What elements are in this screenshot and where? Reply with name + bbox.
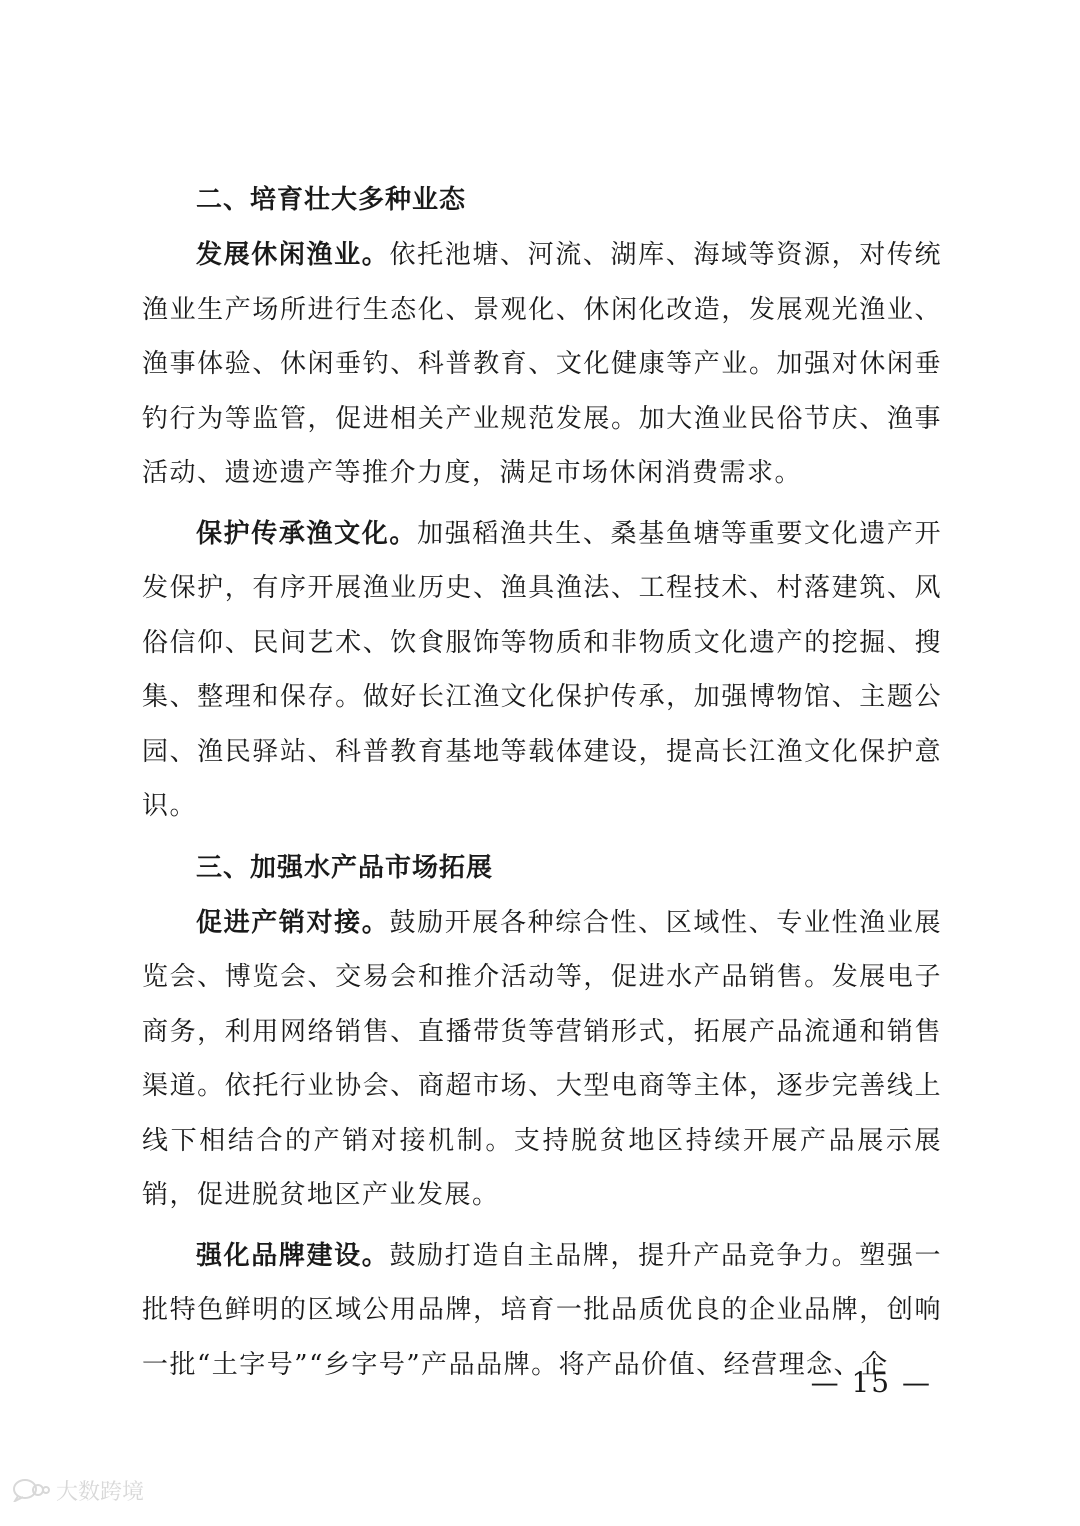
paragraph-text: 依托池塘、河流、湖库、海域等资源，对传统渔业生产场所进行生态化、景观化、休闲化改造，发展观光渔业、渔事体验、休闲垂钓、科普教育、文化健康等产业。加强对休闲垂钓行为等监管，促进相关产业规范发展。加大渔业民俗节庆、渔事活动、遗迹遗产等推介力度，满足市场休闲消费需求。 (142, 240, 942, 488)
paragraph-lead: 促进产销对接。 (196, 907, 390, 938)
paragraph-text: 鼓励打造自主品牌，提升产品竞争力。塑强一批特色鲜明的区域公用品牌，培育一批品质优良的企业品牌，创响一批“土字号”“乡字号”产品品牌。将产品价值、经营理念、企 (142, 1240, 942, 1380)
chat-bubble-icon (12, 1478, 50, 1502)
paragraph-lead: 保护传承渔文化。 (196, 518, 418, 549)
section-heading-3: 三、加强水产品市场拓展 (196, 852, 494, 883)
watermark-text: 大数跨境 (56, 1479, 145, 1505)
paragraph-text: 鼓励开展各种综合性、区域性、专业性渔业展览会、博览会、交易会和推介活动等，促进水产品销售。发展电子商务，利用网络销售、直播带货等营销形式，拓展产品流通和销售渠道。依托行业协会、商超市场、大型电商等主体，逐步完善线上线下相结合的产销对接机制。支持脱贫地区持续开展产品展示展销，促进脱贫地区产业发展。 (142, 907, 942, 1210)
paragraph-fishery-culture (142, 507, 942, 834)
paragraph-text: 加强稻渔共生、桑基鱼塘等重要文化遗产开发保护，有序开展渔业历史、渔具渔法、工程技术、村落建筑、风俗信仰、民间艺术、饮食服饰等物质和非物质文化遗产的挖掘、搜集、整理和保存。做好长江渔文化保护传承，加强博物馆、主题公园、渔民驿站、科普教育基地等载体建设，提高长江渔文化保护意识。 (142, 518, 942, 821)
paragraph-production-sales (142, 896, 942, 1223)
section-heading-2: 二、培育壮大多种业态 (196, 185, 467, 215)
watermark (12, 1470, 144, 1510)
paragraph-leisure-fishery (142, 228, 942, 501)
page-number: — 15 — (810, 1366, 932, 1399)
paragraph-lead: 发展休闲渔业。 (196, 240, 390, 270)
document-body (142, 172, 942, 1398)
paragraph-lead: 强化品牌建设。 (196, 1240, 390, 1271)
